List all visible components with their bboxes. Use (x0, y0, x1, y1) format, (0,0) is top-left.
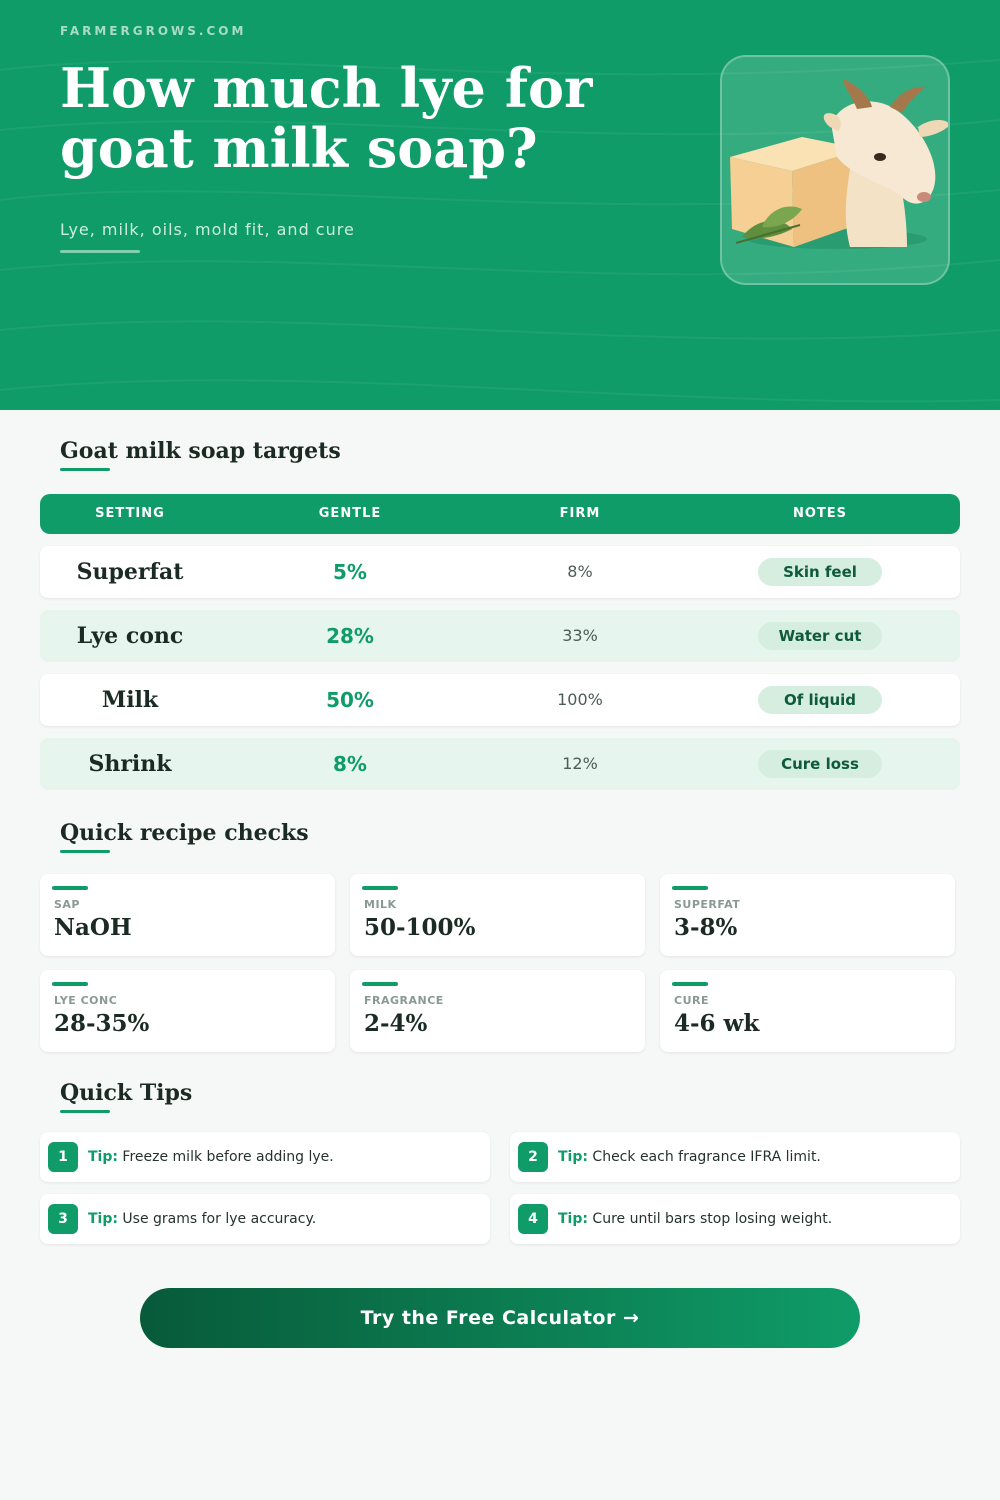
check-card-cure (660, 970, 955, 1052)
tip-item (510, 1194, 960, 1244)
setting-cell: Lye conc (76, 623, 184, 649)
check-card-lye-conc (40, 970, 335, 1052)
page-subtitle: Lye, milk, oils, mold fit, and cure (60, 220, 355, 239)
targets-table-header (40, 494, 960, 534)
tip-text (88, 1194, 316, 1244)
card-label: SUPERFAT (674, 898, 741, 911)
gentle-cell: 28% (326, 624, 374, 648)
column-header-firm: FIRM (559, 506, 601, 521)
card-label: FRAGRANCE (364, 994, 444, 1007)
tip-body: Use grams for lye accuracy. (122, 1211, 317, 1227)
check-card-milk (350, 874, 645, 956)
tip-prefix: Tip: (558, 1149, 588, 1165)
card-value: NaOH (54, 914, 132, 941)
note-badge: Cure loss (758, 750, 882, 778)
tip-prefix: Tip: (88, 1149, 118, 1165)
card-label: LYE CONC (54, 994, 118, 1007)
firm-cell: 8% (567, 562, 593, 581)
gentle-cell: 5% (333, 560, 367, 584)
card-label: MILK (364, 898, 397, 911)
tip-text (88, 1132, 334, 1182)
card-value: 28-35% (54, 1010, 150, 1037)
firm-cell: 12% (562, 754, 598, 773)
tip-prefix: Tip: (88, 1211, 118, 1227)
table-row (40, 546, 960, 598)
tip-item (40, 1132, 490, 1182)
card-accent (52, 982, 88, 986)
tip-item (40, 1194, 490, 1244)
tip-prefix: Tip: (558, 1211, 588, 1227)
tip-item (510, 1132, 960, 1182)
tips-heading: Quick Tips (60, 1080, 193, 1106)
tip-text (558, 1132, 821, 1182)
setting-cell: Shrink (88, 751, 172, 777)
card-accent (672, 982, 708, 986)
tip-number-badge: 1 (48, 1142, 78, 1172)
tip-number-badge: 3 (48, 1204, 78, 1234)
table-row (40, 674, 960, 726)
check-card-fragrance (350, 970, 645, 1052)
goat-soap-illustration (720, 55, 950, 285)
tip-body: Freeze milk before adding lye. (122, 1149, 334, 1165)
goat-and-soap-icon (722, 57, 950, 285)
setting-cell: Superfat (76, 559, 184, 585)
card-value: 4-6 wk (674, 1010, 760, 1037)
tip-text (558, 1194, 832, 1244)
page-title: How much lye for goat milk soap? (60, 56, 593, 180)
column-header-setting: SETTING (95, 506, 165, 521)
card-label: SAP (54, 898, 80, 911)
setting-cell: Milk (101, 687, 159, 713)
hero-banner (0, 0, 1000, 410)
card-value: 3-8% (674, 914, 738, 941)
column-header-notes: NOTES (792, 506, 848, 521)
table-row (40, 610, 960, 662)
gentle-cell: 8% (333, 752, 367, 776)
check-card-sap (40, 874, 335, 956)
tip-number-badge: 4 (518, 1204, 548, 1234)
note-badge: Of liquid (758, 686, 882, 714)
checks-heading: Quick recipe checks (60, 820, 309, 846)
tip-body: Check each fragrance IFRA limit. (592, 1149, 821, 1165)
card-label: CURE (674, 994, 709, 1007)
brand-name: FARMERGROWS.COM (60, 24, 247, 38)
tips-heading-underline (60, 1110, 110, 1113)
firm-cell: 33% (562, 626, 598, 645)
firm-cell: 100% (557, 690, 603, 709)
column-header-gentle: GENTLE (318, 506, 382, 521)
card-accent (672, 886, 708, 890)
tip-body: Cure until bars stop losing weight. (592, 1211, 833, 1227)
free-calculator-button[interactable]: Try the Free Calculator → (140, 1288, 860, 1348)
checks-heading-underline (60, 850, 110, 853)
targets-heading-underline (60, 468, 110, 471)
check-card-superfat (660, 874, 955, 956)
targets-heading: Goat milk soap targets (60, 438, 341, 464)
card-accent (362, 886, 398, 890)
gentle-cell: 50% (326, 688, 374, 712)
note-badge: Skin feel (758, 558, 882, 586)
card-accent (52, 886, 88, 890)
subtitle-underline (60, 250, 140, 253)
card-value: 2-4% (364, 1010, 428, 1037)
tip-number-badge: 2 (518, 1142, 548, 1172)
note-badge: Water cut (758, 622, 882, 650)
card-value: 50-100% (364, 914, 476, 941)
card-accent (362, 982, 398, 986)
table-row (40, 738, 960, 790)
